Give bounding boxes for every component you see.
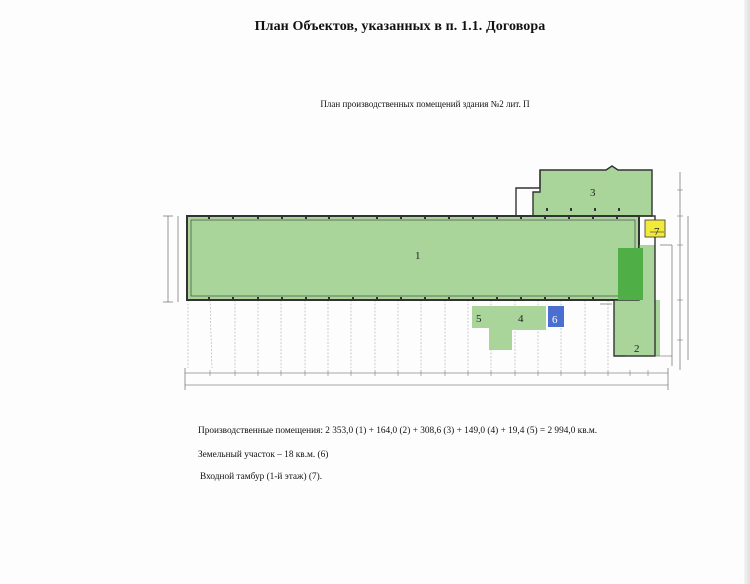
room-label-4: 4 xyxy=(518,313,524,325)
plan-subtitle: План производственных помещений здания №2 лит. П xyxy=(320,99,530,109)
room-label-2: 2 xyxy=(634,343,640,355)
legend-production-premises: Производственные помещения: 2 353,0 (1) + 164,0 (2) + 308,6 (3) + 149,0 (4) + 19,4 (5) = 2 994,0 кв.м. xyxy=(198,426,598,436)
highlight-block xyxy=(618,248,643,300)
legend-entrance-vestibule: Входной тамбур (1-й этаж) (7). xyxy=(200,472,323,482)
room-label-6: 6 xyxy=(552,314,558,326)
room-1-area xyxy=(187,216,639,300)
page-edge-shadow xyxy=(744,0,750,584)
room-label-3: 3 xyxy=(590,187,596,199)
document-title: План Объектов, указанных в п. 1.1. Договора xyxy=(254,19,546,34)
legend-land-plot: Земельный участок – 18 кв.м. (6) xyxy=(198,450,329,460)
room-label-5: 5 xyxy=(476,313,482,325)
room-label-1: 1 xyxy=(415,250,421,262)
room-label-7: 7 xyxy=(654,226,660,238)
